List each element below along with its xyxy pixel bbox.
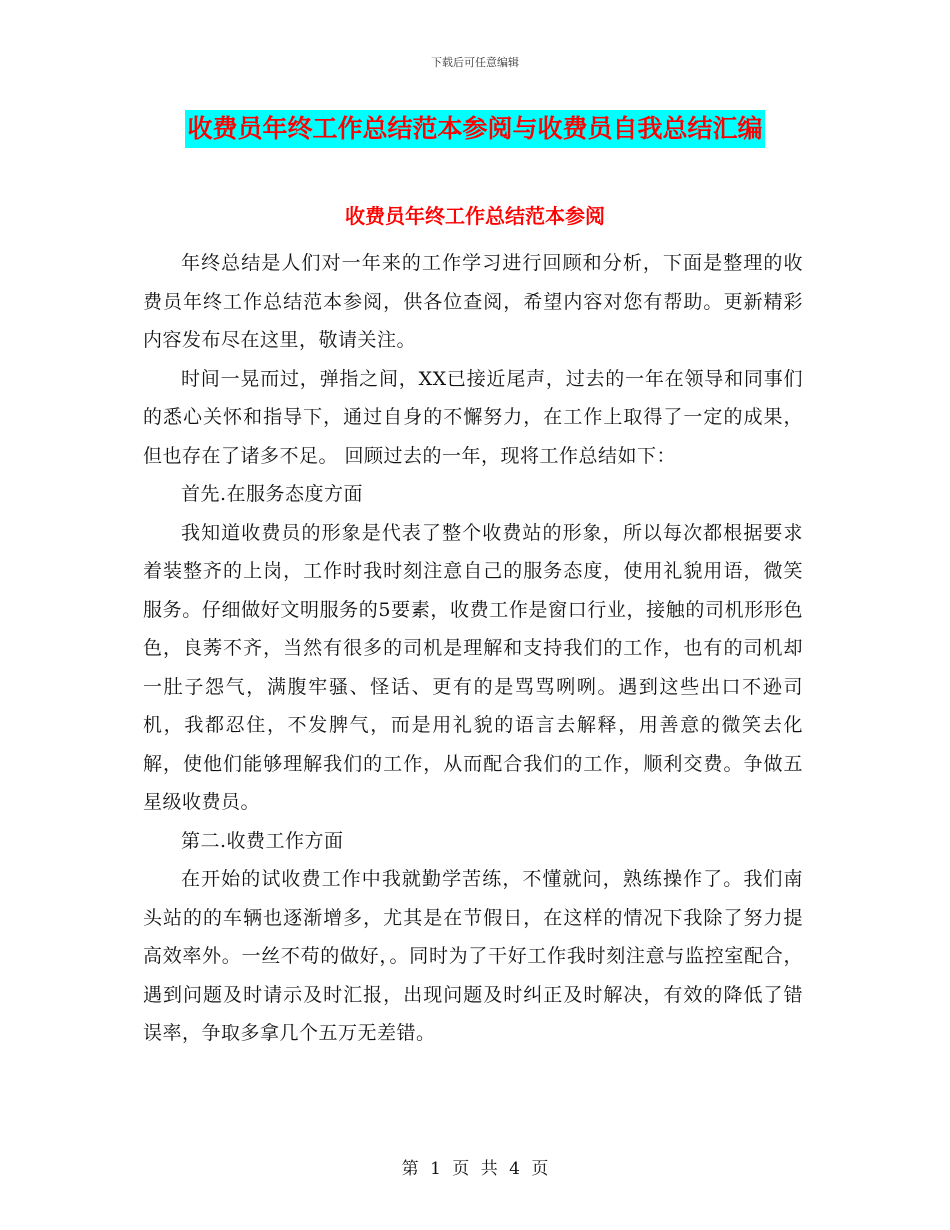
- document-title: [0, 110, 950, 148]
- paragraph-service-attitude: 我知道收费员的形象是代表了整个收费站的形象，所以每次都根据要求着装整齐的上岗，工作时我时刻注意自己的服务态度，使用礼貌用语，微笑服务。仔细做好文明服务的5要素，收费工作是窗口行业，接触的司机形形色色，良莠不齐，当然有很多的司机是理解和支持我们的工作，也有的司机却一肚子怨气，满腹牢骚、怪话、更有的是骂骂咧咧。遇到这些出口不逊司机，我都忍住，不发脾气，而是用礼貌的语言去解释，用善意的微笑去化解，使他们能够理解我们的工作，从而配合我们的工作，顺利交费。争做五星级收费员。: [143, 521, 803, 813]
- subheading-toll-work: 第二.收费工作方面: [181, 829, 344, 852]
- page-number-footer: 第 1 页 共 4 页: [401, 1159, 549, 1179]
- section-title: 收费员年终工作总结范本参阅: [345, 204, 605, 228]
- page-header-note: 下载后可任意编辑: [431, 56, 519, 69]
- paragraph-toll-work: 在开始的试收费工作中我就勤学苦练，不懂就问，熟练操作了。我们南头站的的车辆也逐渐增多，尤其是在节假日，在这样的情况下我除了努力提高效率外。一丝不苟的做好，。同时为了干好工作我时刻注意与监控室配合，遇到问题及时请示及时汇报，出现问题及时纠正及时解决，有效的降低了错误率，争取多拿几个五万无差错。: [143, 868, 803, 1044]
- document-body: [143, 244, 803, 1053]
- paragraph-intro: 年终总结是人们对一年来的工作学习进行回顾和分析，下面是整理的收费员年终工作总结范本参阅，供各位查阅，希望内容对您有帮助。更新精彩内容发布尽在这里，敬请关注。: [143, 252, 803, 351]
- paragraph-overview: 时间一晃而过，弹指之间，XX已接近尾声，过去的一年在领导和同事们的悉心关怀和指导下，通过自身的不懈努力，在工作上取得了一定的成果，但也存在了诸多不足。 回顾过去的一年，现将工作总结如下：: [143, 367, 803, 467]
- document-title-text: 收费员年终工作总结范本参阅与收费员自我总结汇编: [185, 110, 764, 148]
- subheading-service-attitude: 首先.在服务态度方面: [181, 483, 364, 505]
